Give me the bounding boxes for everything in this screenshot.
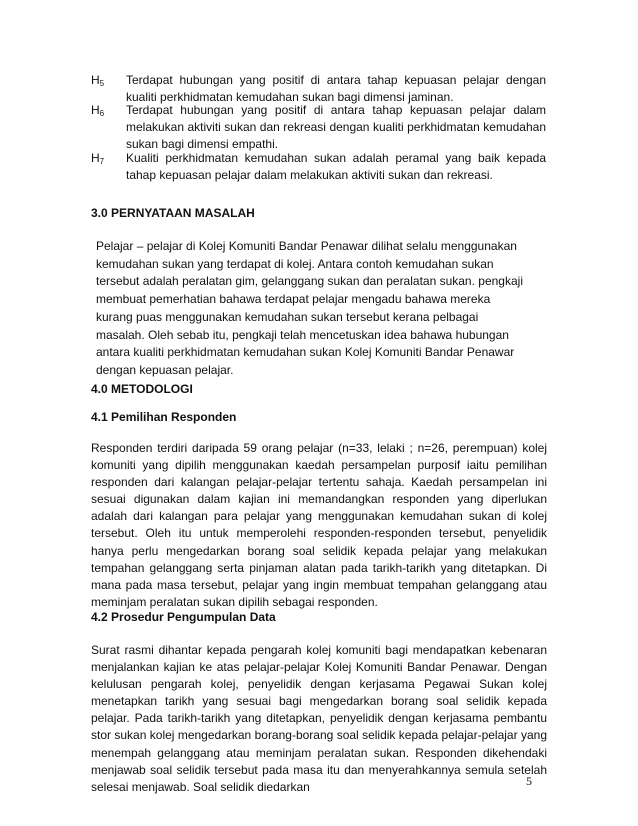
text-line: Pelajar – pelajar di Kolej Komuniti Bandar Penawar dilihat selalu menggunakan — [96, 239, 517, 253]
text-line: dengan kepuasan pelajar. — [96, 362, 234, 377]
hypothesis-text: Kualiti perkhidmatan kemudahan sukan adalah peramal yang baik kepada tahap kepuasan pelajar dalam melakukan aktiviti sukan dan rekreasi. — [126, 151, 546, 182]
problem-statement-paragraph — [96, 238, 548, 380]
hypothesis-text: Terdapat hubungan yang positif di antara tahap kepuasan pelajar dengan kualiti perkhidmatan kemudahan sukan bagi dimensi jaminan. — [126, 73, 546, 104]
hypothesis-text: Terdapat hubungan yang positif di antara tahap kepuasan pelajar dalam melakukan aktiviti sukan dan rekreasi dengan kualiti perkhidmatan kemudahan sukan bagi dimensi empathi. — [126, 103, 546, 151]
hypothesis-h5 — [91, 72, 546, 106]
hypothesis-label: $H_7$ — [91, 151, 105, 166]
section-4-1-heading: 4.1 Pemilihan Responden — [91, 410, 237, 424]
text-line: kemudahan sukan yang terdapat di kolej. Antara contoh kemudahan sukan — [96, 256, 494, 271]
section-4-heading: 4.0 METODOLOGI — [91, 382, 193, 396]
hypothesis-h7 — [91, 150, 546, 184]
text-line: tersebut adalah peralatan gim, gelanggang sukan dan peralatan sukan. pengkaji — [96, 274, 523, 289]
section-4-1-paragraph: Responden terdiri daripada 59 orang pelajar (n=33, lelaki ; n=26, perempuan) kolej komuniti yang dipilih menggunakan kaedah persampelan purposif iaitu pemilihan responden dari kalangan pelajar-pelajar tertentu sahaja. Kaedah persampelan ini sesuai digunakan dalam kajian ini memandangkan responden yang diperlukan adalah dari kalangan para pelajar yang menggunakan kemudahan sukan di kolej tersebut. Oleh itu untuk memperolehi responden-responden tersebut, penyelidik hanya perlu mengedarkan borang soal selidik kepada pelajar yang melakukan tempahan gelanggang serta pinjaman alatan pada tarikh-tarikh yang ditetapkan. Di mana pada masa tersebut, pelajar yang ingin membuat tempahan gelanggang atau meminjam peralatan sukan dipilih sebagai responden. — [91, 441, 547, 609]
text-line: masalah. Oleh sebab itu, pengkaji telah mencetuskan idea bahawa hubungan — [96, 327, 509, 342]
page-number: 5 — [526, 774, 532, 788]
text-line: antara kualiti perkhidmatan kemudahan sukan Kolej Komuniti Bandar Penawar — [96, 345, 515, 360]
hypothesis-label: $H_5$ — [91, 73, 105, 88]
text-line: kurang puas menggunakan kemudahan sukan tersebut kerana pelbagai — [96, 309, 479, 324]
section-3-heading: 3.0 PERNYATAAN MASALAH — [91, 206, 255, 220]
text-line: membuat pemerhatian bahawa terdapat pelajar mengadu bahawa mereka — [96, 292, 491, 307]
section-4-2-heading: 4.2 Prosedur Pengumpulan Data — [91, 610, 276, 624]
section-4-2-paragraph: Surat rasmi dihantar kepada pengarah kolej komuniti bagi mendapatkan kebenaran menjalankan kajian ke atas pelajar-pelajar Kolej Komuniti Bandar Penawar. Dengan kelulusan pengarah kolej, penyelidik dengan kerjasama Pegawai Sukan kolej menetapkan tarikh yang sesuai bagi mengedarkan borang soal selidik kepada pelajar. Pada tarikh-tarikh yang ditetapkan, penyelidik dengan kerjasama pembantu stor sukan kolej mengedarkan borang-borang soal selidik kepada pelajar-pelajar yang menempah gelanggang atau meminjam peralatan sukan. Responden dikehendaki menjawab soal selidik tersebut pada masa itu dan menyerahkannya semula setelah selesai menjawab. Soal selidik diedarkan — [91, 643, 547, 794]
hypothesis-h6 — [91, 102, 546, 153]
hypothesis-label: $H_6$ — [91, 103, 105, 118]
